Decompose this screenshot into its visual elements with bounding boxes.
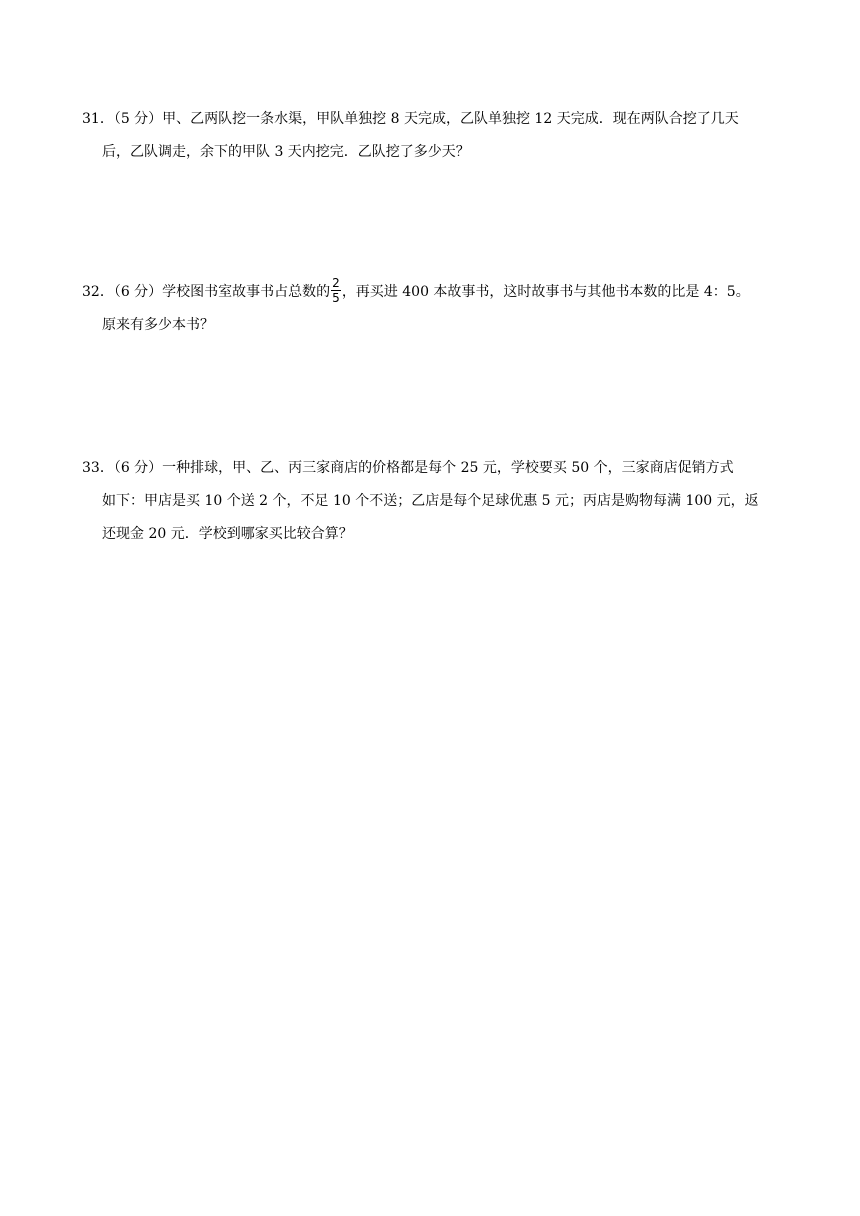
fraction-numerator: 2 bbox=[332, 275, 340, 290]
problem-33-line-1: 33．（6 分）一种排球，甲、乙、丙三家商店的价格都是每个 25 元，学校要买 50 个，三家商店促销方式 bbox=[82, 460, 734, 476]
problem-31-line-1: 31．（5 分）甲、乙两队挖一条水渠，甲队单独挖 8 天完成，乙队单独挖 12 天完成．现在两队合挖了几天 bbox=[82, 111, 739, 127]
problem-32-line-2: 原来有多少本书？ bbox=[102, 317, 214, 333]
problem-31 bbox=[82, 103, 782, 169]
problem-33 bbox=[82, 452, 782, 551]
problem-33-line-2: 如下：甲店是买 10 个送 2 个，不足 10 个不送；乙店是每个足球优惠 5 元；丙店是购物每满 100 元，返 bbox=[102, 493, 759, 509]
fraction-two-fifths bbox=[331, 277, 341, 304]
fraction-denominator: 5 bbox=[332, 290, 340, 305]
problem-32 bbox=[82, 276, 782, 342]
problem-33-line-3: 还现金 20 元．学校到哪家买比较合算？ bbox=[102, 526, 353, 542]
problem-32-line-1 bbox=[82, 276, 782, 309]
problem-32-text-after-fraction: ，再买进 400 本故事书，这时故事书与其他书本数的比是 4：5。 bbox=[341, 284, 750, 300]
problem-32-text-before-fraction: 32．（6 分）学校图书室故事书占总数的 bbox=[82, 284, 331, 300]
problem-31-line-2: 后，乙队调走，余下的甲队 3 天内挖完．乙队挖了多少天？ bbox=[102, 144, 470, 160]
